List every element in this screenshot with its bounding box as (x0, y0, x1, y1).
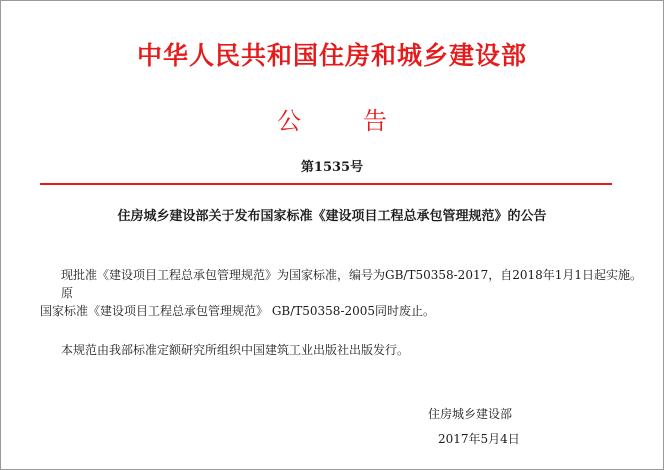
ministry-heading: 中华人民共和国住房和城乡建设部 (136, 41, 527, 70)
announcement-subject: 住房城乡建设部关于发布国家标准《建设项目工程总承包管理规范》的公告 (117, 209, 547, 224)
notice-title (0, 106, 664, 136)
notice-title-char-2: 告 (363, 107, 387, 135)
paragraph-1-line-1: 现批准《建设项目工程总承包管理规范》为国家标准，编号为GB/T50358-2017，自2018年1月1日起实施。原 (61, 268, 643, 300)
signer: 住房城乡建设部 (428, 407, 513, 421)
issue-date: 2017年5月4日 (438, 432, 520, 446)
document-number: 第1535号 (300, 160, 364, 175)
paragraph-1-line-2: 国家标准《建设项目工程总承包管理规范》 GB/T50358-2005同时废止。 (40, 304, 436, 318)
red-divider (40, 183, 612, 185)
paragraph-2: 本规范由我部标准定额研究所组织中国建筑工业出版社出版发行。 (61, 343, 410, 357)
notice-title-char-1: 公 (277, 107, 301, 135)
